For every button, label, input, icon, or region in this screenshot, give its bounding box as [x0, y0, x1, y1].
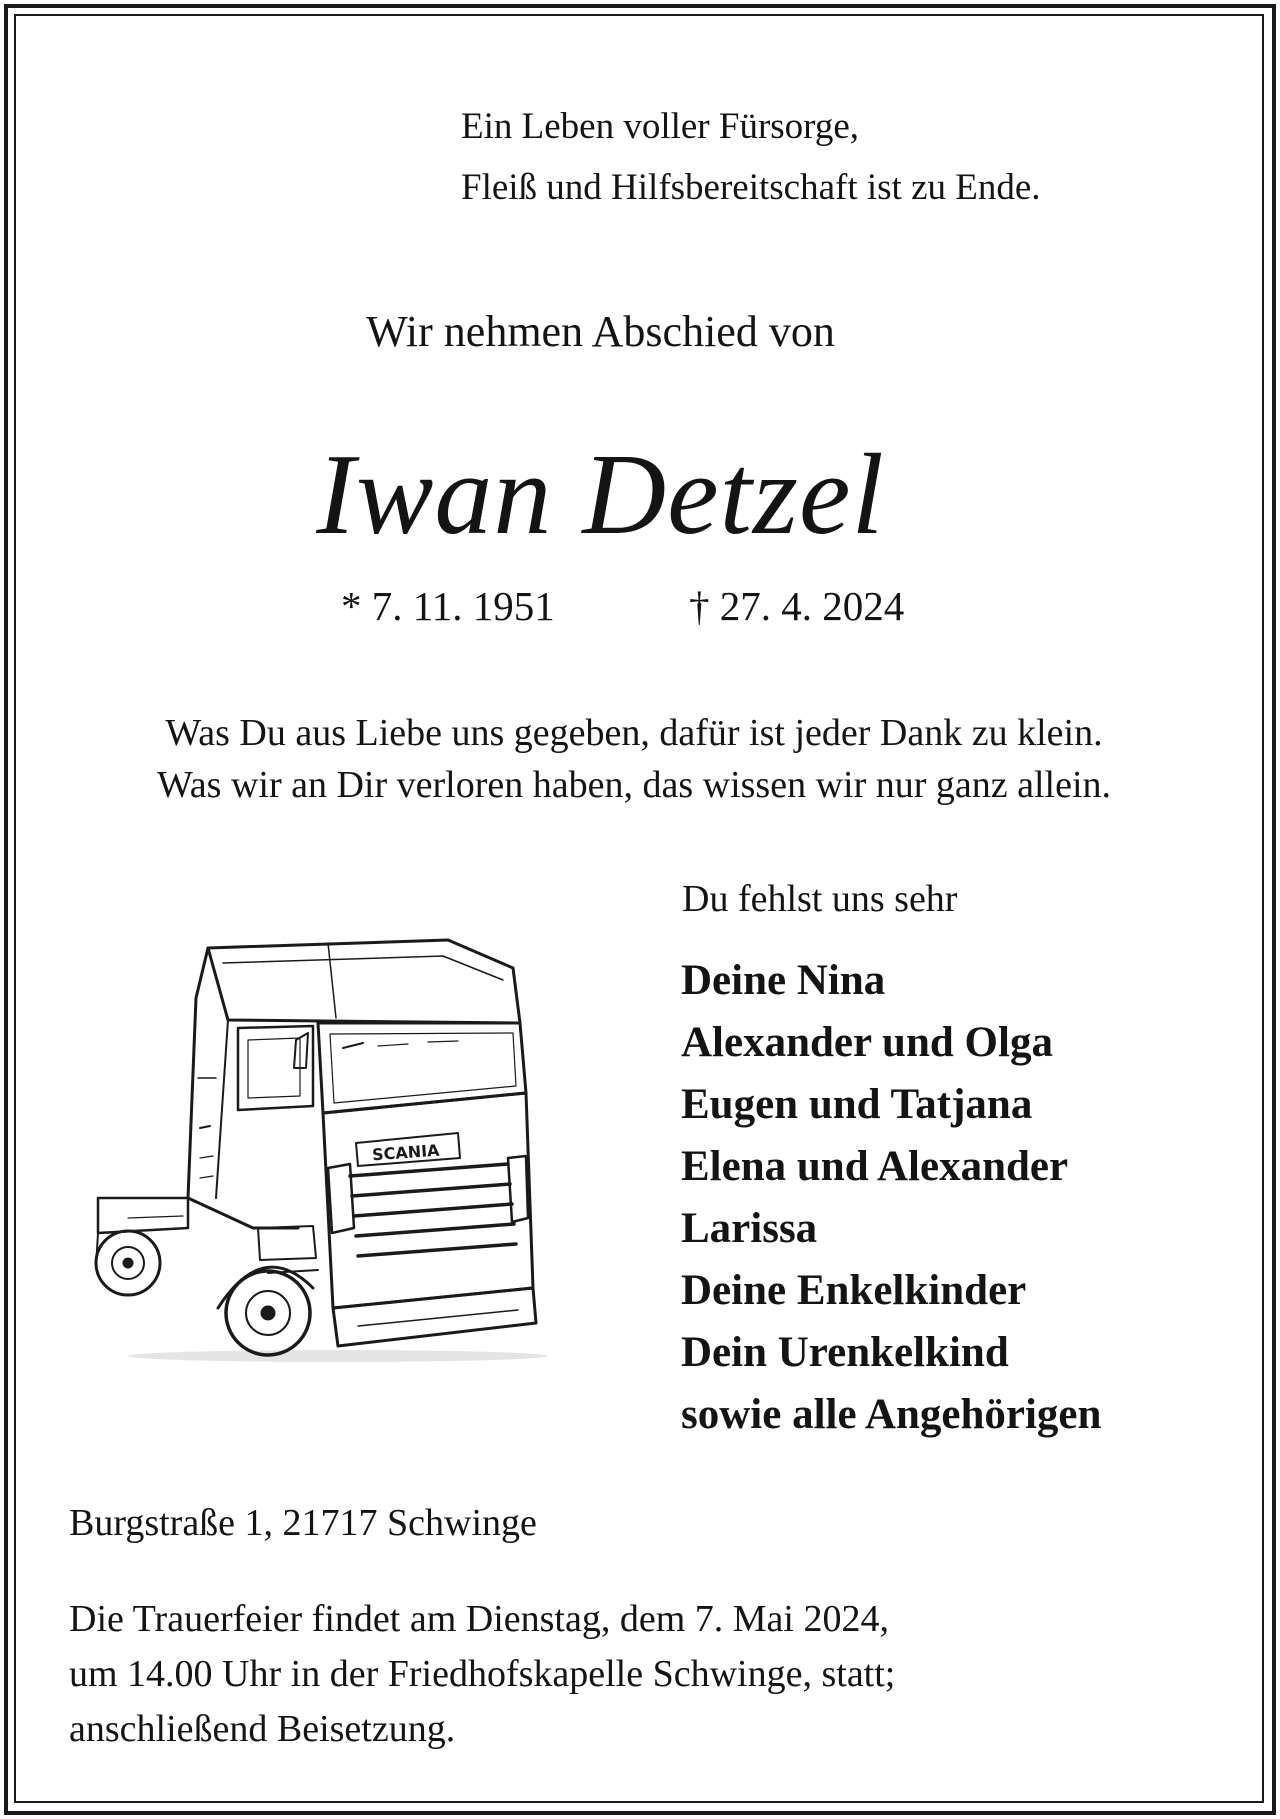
birth-date: * 7. 11. 1951 — [341, 583, 555, 629]
service-line-1: Die Trauerfeier findet am Dienstag, dem 7. Mai 2024, — [69, 1598, 889, 1640]
family-member: sowie alle Angehörigen — [681, 1391, 1102, 1438]
family-member: Larissa — [681, 1205, 818, 1252]
address: Burgstraße 1, 21717 Schwinge — [69, 1502, 537, 1544]
truck-illustration-icon — [88, 928, 558, 1368]
intro-text: Wir nehmen Abschied von — [366, 307, 835, 356]
service-line-2: um 14.00 Uhr in der Friedhofskapelle Schwinge, statt; — [69, 1653, 896, 1695]
death-date: † 27. 4. 2024 — [689, 583, 905, 629]
family-member: Dein Urenkelkind — [681, 1329, 1009, 1376]
family-member: Elena und Alexander — [681, 1143, 1069, 1190]
deceased-name: Iwan Detzel — [316, 431, 885, 559]
truck-grille-text: SCANIA — [371, 1140, 441, 1165]
motto-line-1: Ein Leben voller Fürsorge, — [461, 106, 860, 147]
family-member: Deine Nina — [681, 957, 886, 1004]
family-member: Eugen und Tatjana — [681, 1081, 1033, 1128]
service-line-3: anschließend Beisetzung. — [69, 1708, 456, 1750]
poem-line-1: Was Du aus Liebe uns gegeben, dafür ist jeder Dank zu klein. — [165, 712, 1103, 754]
family-member: Deine Enkelkinder — [681, 1267, 1027, 1314]
family-list — [681, 950, 1101, 1446]
motto-line-2: Fleiß und Hilfsbereitschaft ist zu Ende. — [461, 167, 1041, 208]
missing-text: Du fehlst uns sehr — [682, 878, 958, 920]
poem — [0, 707, 1280, 811]
family-member: Alexander und Olga — [681, 1019, 1053, 1066]
motto — [461, 96, 1041, 218]
poem-line-2: Was wir an Dir verloren haben, das wissen wir nur ganz allein. — [156, 764, 1112, 806]
service-info — [69, 1592, 895, 1757]
